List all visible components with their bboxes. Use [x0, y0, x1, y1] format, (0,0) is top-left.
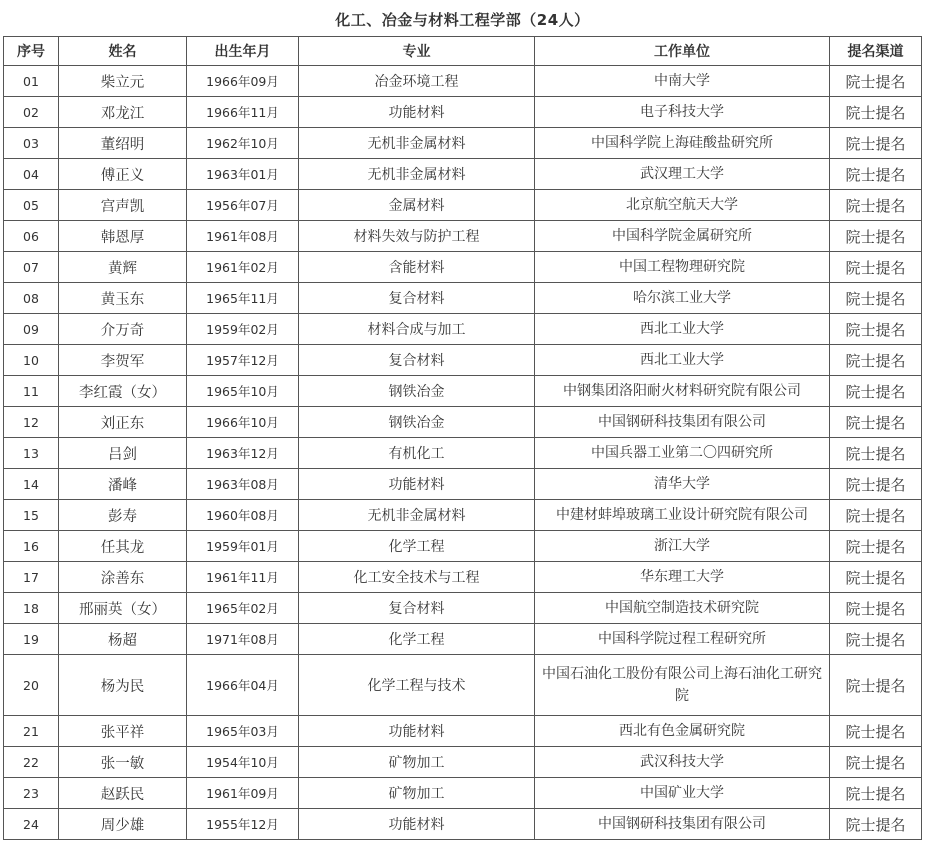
table-row: [4, 531, 922, 562]
cell-birth: 1957年12月: [187, 345, 299, 376]
table-row: [4, 469, 922, 500]
cell-name: 潘峰: [59, 469, 187, 500]
cell-unit: 浙江大学: [535, 531, 830, 562]
cell-channel: 院士提名: [830, 562, 922, 593]
cell-major: 功能材料: [299, 97, 535, 128]
cell-birth: 1965年10月: [187, 376, 299, 407]
nominee-table: [3, 36, 922, 840]
cell-name: 杨超: [59, 624, 187, 655]
cell-name: 邢丽英（女）: [59, 593, 187, 624]
cell-channel: 院士提名: [830, 531, 922, 562]
cell-major: 无机非金属材料: [299, 159, 535, 190]
cell-channel: 院士提名: [830, 469, 922, 500]
cell-index: 21: [4, 716, 59, 747]
cell-channel: 院士提名: [830, 345, 922, 376]
table-row: [4, 407, 922, 438]
cell-unit: 中国石油化工股份有限公司上海石油化工研究院: [535, 655, 830, 716]
table-row: [4, 716, 922, 747]
cell-major: 钢铁冶金: [299, 407, 535, 438]
cell-birth: 1959年02月: [187, 314, 299, 345]
table-row: [4, 345, 922, 376]
cell-birth: 1971年08月: [187, 624, 299, 655]
cell-channel: 院士提名: [830, 283, 922, 314]
cell-name: 李贺军: [59, 345, 187, 376]
cell-name: 吕剑: [59, 438, 187, 469]
cell-birth: 1965年02月: [187, 593, 299, 624]
cell-major: 矿物加工: [299, 778, 535, 809]
cell-index: 18: [4, 593, 59, 624]
cell-unit: 西北工业大学: [535, 345, 830, 376]
cell-name: 赵跃民: [59, 778, 187, 809]
cell-birth: 1963年01月: [187, 159, 299, 190]
cell-index: 14: [4, 469, 59, 500]
table-row: [4, 500, 922, 531]
cell-unit: 中国兵器工业第二〇四研究所: [535, 438, 830, 469]
cell-name: 张一敏: [59, 747, 187, 778]
cell-index: 04: [4, 159, 59, 190]
header-row: [4, 37, 922, 66]
cell-index: 12: [4, 407, 59, 438]
cell-unit: 中国钢研科技集团有限公司: [535, 407, 830, 438]
cell-unit: 中国矿业大学: [535, 778, 830, 809]
cell-unit: 电子科技大学: [535, 97, 830, 128]
cell-major: 材料合成与加工: [299, 314, 535, 345]
table-title: 化工、冶金与材料工程学部（24人）: [335, 11, 590, 29]
cell-major: 化工安全技术与工程: [299, 562, 535, 593]
cell-channel: 院士提名: [830, 809, 922, 840]
cell-birth: 1961年09月: [187, 778, 299, 809]
cell-birth: 1963年12月: [187, 438, 299, 469]
cell-unit: 西北有色金属研究院: [535, 716, 830, 747]
cell-channel: 院士提名: [830, 747, 922, 778]
cell-index: 23: [4, 778, 59, 809]
cell-name: 涂善东: [59, 562, 187, 593]
cell-channel: 院士提名: [830, 778, 922, 809]
cell-name: 黄玉东: [59, 283, 187, 314]
table-row: [4, 283, 922, 314]
cell-birth: 1962年10月: [187, 128, 299, 159]
cell-index: 09: [4, 314, 59, 345]
cell-major: 化学工程: [299, 531, 535, 562]
cell-index: 08: [4, 283, 59, 314]
cell-birth: 1966年09月: [187, 66, 299, 97]
cell-name: 周少雄: [59, 809, 187, 840]
cell-channel: 院士提名: [830, 128, 922, 159]
cell-index: 19: [4, 624, 59, 655]
cell-name: 彭寿: [59, 500, 187, 531]
cell-index: 20: [4, 655, 59, 716]
cell-birth: 1961年11月: [187, 562, 299, 593]
cell-major: 无机非金属材料: [299, 128, 535, 159]
table-row: [4, 747, 922, 778]
cell-birth: 1965年11月: [187, 283, 299, 314]
cell-index: 11: [4, 376, 59, 407]
cell-index: 05: [4, 190, 59, 221]
cell-index: 03: [4, 128, 59, 159]
cell-channel: 院士提名: [830, 97, 922, 128]
cell-channel: 院士提名: [830, 376, 922, 407]
cell-major: 无机非金属材料: [299, 500, 535, 531]
cell-major: 含能材料: [299, 252, 535, 283]
cell-name: 邓龙江: [59, 97, 187, 128]
cell-channel: 院士提名: [830, 655, 922, 716]
cell-index: 07: [4, 252, 59, 283]
cell-major: 材料失效与防护工程: [299, 221, 535, 252]
cell-channel: 院士提名: [830, 500, 922, 531]
table-row: [4, 66, 922, 97]
cell-name: 介万奇: [59, 314, 187, 345]
cell-channel: 院士提名: [830, 407, 922, 438]
cell-unit: 中国航空制造技术研究院: [535, 593, 830, 624]
cell-major: 金属材料: [299, 190, 535, 221]
cell-index: 02: [4, 97, 59, 128]
cell-channel: 院士提名: [830, 252, 922, 283]
cell-index: 06: [4, 221, 59, 252]
cell-unit: 北京航空航天大学: [535, 190, 830, 221]
cell-channel: 院士提名: [830, 438, 922, 469]
cell-unit: 中钢集团洛阳耐火材料研究院有限公司: [535, 376, 830, 407]
cell-major: 化学工程与技术: [299, 655, 535, 716]
table-row: [4, 655, 922, 716]
table-row: [4, 809, 922, 840]
header-index: 序号: [4, 37, 59, 66]
cell-birth: 1956年07月: [187, 190, 299, 221]
header-birth: 出生年月: [187, 37, 299, 66]
cell-channel: 院士提名: [830, 66, 922, 97]
cell-birth: 1961年02月: [187, 252, 299, 283]
cell-unit: 中建材蚌埠玻璃工业设计研究院有限公司: [535, 500, 830, 531]
cell-name: 李红霞（女）: [59, 376, 187, 407]
cell-major: 有机化工: [299, 438, 535, 469]
cell-birth: 1963年08月: [187, 469, 299, 500]
cell-birth: 1960年08月: [187, 500, 299, 531]
table-row: [4, 562, 922, 593]
cell-name: 董绍明: [59, 128, 187, 159]
cell-birth: 1955年12月: [187, 809, 299, 840]
cell-major: 复合材料: [299, 283, 535, 314]
cell-index: 22: [4, 747, 59, 778]
table-row: [4, 128, 922, 159]
cell-name: 宫声凯: [59, 190, 187, 221]
table-row: [4, 97, 922, 128]
table-row: [4, 314, 922, 345]
cell-unit: 华东理工大学: [535, 562, 830, 593]
cell-name: 任其龙: [59, 531, 187, 562]
cell-major: 功能材料: [299, 716, 535, 747]
cell-major: 矿物加工: [299, 747, 535, 778]
cell-birth: 1965年03月: [187, 716, 299, 747]
cell-channel: 院士提名: [830, 593, 922, 624]
table-row: [4, 190, 922, 221]
cell-unit: 清华大学: [535, 469, 830, 500]
cell-name: 韩恩厚: [59, 221, 187, 252]
header-name: 姓名: [59, 37, 187, 66]
cell-birth: 1959年01月: [187, 531, 299, 562]
cell-unit: 中国工程物理研究院: [535, 252, 830, 283]
header-unit: 工作单位: [535, 37, 830, 66]
cell-channel: 院士提名: [830, 314, 922, 345]
table-row: [4, 778, 922, 809]
cell-name: 柴立元: [59, 66, 187, 97]
cell-channel: 院士提名: [830, 190, 922, 221]
cell-birth: 1954年10月: [187, 747, 299, 778]
cell-index: 16: [4, 531, 59, 562]
cell-index: 10: [4, 345, 59, 376]
cell-unit: 中南大学: [535, 66, 830, 97]
cell-major: 冶金环境工程: [299, 66, 535, 97]
table-row: [4, 438, 922, 469]
table-row: [4, 376, 922, 407]
cell-unit: 武汉理工大学: [535, 159, 830, 190]
cell-channel: 院士提名: [830, 716, 922, 747]
cell-birth: 1966年04月: [187, 655, 299, 716]
table-row: [4, 624, 922, 655]
cell-name: 张平祥: [59, 716, 187, 747]
cell-unit: 武汉科技大学: [535, 747, 830, 778]
cell-unit: 中国科学院上海硅酸盐研究所: [535, 128, 830, 159]
cell-index: 24: [4, 809, 59, 840]
cell-index: 17: [4, 562, 59, 593]
cell-major: 复合材料: [299, 345, 535, 376]
header-major: 专业: [299, 37, 535, 66]
cell-birth: 1966年10月: [187, 407, 299, 438]
table-row: [4, 252, 922, 283]
header-channel: 提名渠道: [830, 37, 922, 66]
cell-index: 15: [4, 500, 59, 531]
cell-birth: 1966年11月: [187, 97, 299, 128]
cell-major: 化学工程: [299, 624, 535, 655]
cell-index: 01: [4, 66, 59, 97]
cell-birth: 1961年08月: [187, 221, 299, 252]
cell-unit: 中国钢研科技集团有限公司: [535, 809, 830, 840]
cell-unit: 中国科学院过程工程研究所: [535, 624, 830, 655]
cell-name: 杨为民: [59, 655, 187, 716]
cell-major: 钢铁冶金: [299, 376, 535, 407]
cell-unit: 西北工业大学: [535, 314, 830, 345]
table-row: [4, 159, 922, 190]
cell-channel: 院士提名: [830, 221, 922, 252]
cell-unit: 中国科学院金属研究所: [535, 221, 830, 252]
cell-unit: 哈尔滨工业大学: [535, 283, 830, 314]
table-row: [4, 221, 922, 252]
cell-name: 黄辉: [59, 252, 187, 283]
cell-major: 复合材料: [299, 593, 535, 624]
table-row: [4, 593, 922, 624]
cell-major: 功能材料: [299, 809, 535, 840]
cell-channel: 院士提名: [830, 159, 922, 190]
cell-index: 13: [4, 438, 59, 469]
cell-channel: 院士提名: [830, 624, 922, 655]
cell-name: 傅正义: [59, 159, 187, 190]
cell-major: 功能材料: [299, 469, 535, 500]
cell-name: 刘正东: [59, 407, 187, 438]
